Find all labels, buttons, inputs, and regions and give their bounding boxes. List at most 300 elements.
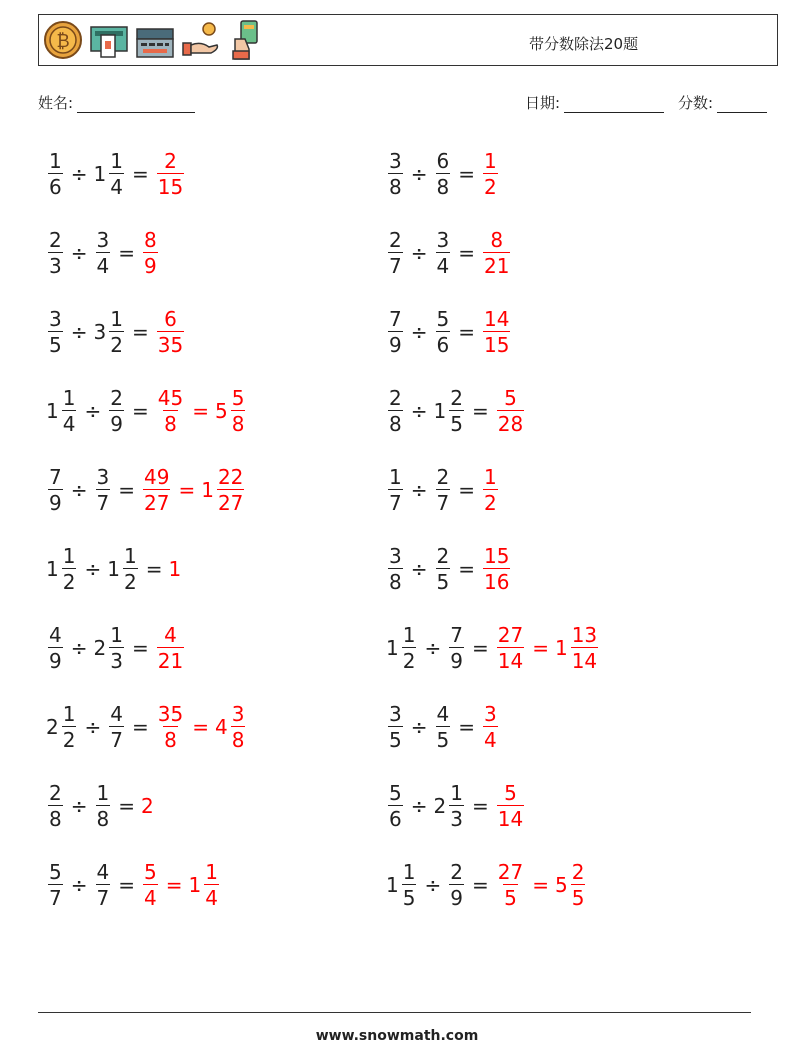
answer — [495, 625, 526, 671]
dividend — [46, 546, 78, 592]
dividend — [46, 151, 65, 197]
divisor — [434, 546, 453, 592]
divisor-numerator: 3 — [96, 228, 110, 252]
problem-item — [46, 381, 247, 441]
divisor-whole: 2 — [93, 636, 107, 660]
dividend-denominator: 6 — [389, 807, 402, 831]
divisor-fraction — [109, 704, 124, 750]
dividend-fraction — [388, 309, 403, 355]
divide-sign: ÷ — [70, 873, 88, 897]
divide-sign: ÷ — [410, 320, 428, 344]
equals-sign: = — [471, 794, 489, 818]
divisor-denominator: 3 — [450, 807, 463, 831]
answer — [168, 557, 182, 581]
divisor-denominator: 7 — [110, 728, 123, 752]
answer-mixed-whole: 1 — [188, 873, 202, 897]
dividend-denominator: 9 — [49, 649, 62, 673]
date-field — [525, 92, 664, 113]
answer-mixed-fraction — [204, 862, 219, 908]
divisor — [107, 546, 139, 592]
answer — [495, 862, 526, 908]
dividend-numerator: 1 — [402, 623, 416, 647]
answer-denominator: 15 — [484, 333, 510, 357]
answer-fraction — [497, 625, 524, 671]
name-field — [38, 92, 195, 113]
answer — [481, 546, 512, 592]
atm-cash-icon — [89, 19, 129, 61]
problem-item — [46, 223, 160, 283]
dividend-denominator: 9 — [49, 491, 62, 515]
problem-item — [386, 460, 500, 520]
answer-mixed — [555, 862, 587, 908]
date-label: 日期: — [525, 94, 561, 112]
problem-item — [46, 618, 186, 678]
dividend-denominator: 5 — [389, 728, 402, 752]
dividend-whole: 1 — [386, 873, 399, 897]
answer-mixed-numerator: 2 — [571, 860, 585, 884]
header-box — [38, 14, 778, 66]
dividend — [46, 467, 65, 513]
answer-mixed-whole: 1 — [201, 478, 214, 502]
dividend-denominator: 4 — [62, 412, 76, 436]
answer-denominator: 28 — [497, 412, 524, 436]
answer-mixed — [215, 704, 247, 750]
equals-sign: = — [458, 162, 475, 186]
divisor-denominator: 4 — [96, 254, 110, 278]
equals-sign: = — [458, 241, 475, 265]
divisor-numerator: 2 — [110, 386, 123, 410]
answer-numerator: 45 — [157, 386, 184, 410]
divide-sign: ÷ — [84, 557, 102, 581]
answer — [141, 230, 160, 276]
answer — [155, 309, 186, 355]
equals-sign: = — [118, 241, 135, 265]
dividend-denominator: 5 — [402, 886, 416, 910]
divisor-denominator: 7 — [96, 886, 110, 910]
answer-denominator: 2 — [484, 175, 497, 199]
divide-sign: ÷ — [410, 715, 428, 739]
answer-numerator: 5 — [504, 386, 517, 410]
divisor-fraction — [123, 546, 138, 592]
answer-numerator: 5 — [504, 781, 517, 805]
answer-fraction — [483, 230, 510, 276]
answer-numerator: 6 — [164, 307, 177, 331]
dividend-fraction — [48, 151, 63, 197]
dividend-numerator: 2 — [389, 386, 402, 410]
answer-mixed-numerator: 1 — [205, 860, 218, 884]
divisor-denominator: 9 — [450, 886, 463, 910]
divide-sign: ÷ — [410, 241, 428, 265]
problem-item — [46, 697, 247, 757]
divide-sign: ÷ — [70, 478, 88, 502]
problem-item — [46, 302, 186, 362]
answer-denominator: 35 — [157, 333, 184, 357]
divisor-numerator: 1 — [110, 149, 123, 173]
score-blank[interactable] — [717, 98, 767, 113]
hand-card-icon — [227, 19, 267, 61]
divisor-fraction — [436, 704, 451, 750]
divisor-whole: 1 — [433, 399, 447, 423]
dividend-numerator: 1 — [389, 465, 402, 489]
equals-sign: = — [145, 557, 163, 581]
equals-sign: = — [458, 320, 475, 344]
answer-fraction — [157, 625, 184, 671]
answer — [141, 794, 155, 818]
dividend-fraction — [388, 783, 403, 829]
divisor-whole: 1 — [93, 162, 107, 186]
equals-sign: = — [471, 873, 489, 897]
answer-fraction — [497, 388, 524, 434]
dividend — [46, 783, 65, 829]
divisor-denominator: 5 — [436, 570, 450, 594]
problem-item — [386, 302, 512, 362]
divisor — [447, 625, 466, 671]
divisor-fraction — [109, 309, 124, 355]
dividend-numerator: 3 — [389, 544, 402, 568]
answer — [141, 467, 172, 513]
divisor-numerator: 2 — [450, 386, 463, 410]
divisor — [107, 704, 126, 750]
problem-item — [386, 776, 526, 836]
divisor-fraction — [449, 625, 464, 671]
dividend-denominator: 7 — [389, 254, 402, 278]
divide-sign: ÷ — [424, 873, 442, 897]
dividend-numerator: 1 — [49, 149, 62, 173]
dividend — [386, 546, 405, 592]
answer-mixed-whole: 4 — [214, 715, 228, 739]
svg-text:₿: ₿ — [56, 31, 70, 52]
equals-sign: = — [192, 399, 209, 423]
answer-numerator: 49 — [144, 465, 170, 489]
header-icons — [43, 19, 267, 61]
divisor — [434, 704, 453, 750]
divisor-denominator: 5 — [436, 728, 450, 752]
dividend-fraction — [388, 230, 403, 276]
answer-numerator: 27 — [497, 623, 524, 647]
equals-sign: = — [192, 715, 209, 739]
divisor-whole: 2 — [433, 794, 447, 818]
equals-sign: = — [165, 873, 183, 897]
answer-mixed-numerator: 5 — [231, 386, 245, 410]
answer-mixed-denominator: 5 — [571, 886, 585, 910]
divide-sign: ÷ — [410, 794, 428, 818]
dividend-denominator: 2 — [62, 570, 76, 594]
dividend-denominator: 2 — [402, 649, 416, 673]
answer-denominator: 4 — [144, 886, 157, 910]
dividend-fraction — [48, 862, 63, 908]
divisor-denominator: 4 — [110, 175, 123, 199]
problem-item — [386, 618, 600, 678]
cash-register-icon — [135, 19, 175, 61]
answer — [155, 704, 186, 750]
dividend-fraction — [48, 783, 63, 829]
divisor-numerator: 2 — [436, 544, 450, 568]
divisor-denominator: 7 — [436, 491, 450, 515]
answer-mixed-numerator: 13 — [571, 623, 598, 647]
answer-denominator: 21 — [484, 254, 510, 278]
answer-denominator: 4 — [484, 728, 497, 752]
divisor-denominator: 5 — [450, 412, 463, 436]
answer — [141, 862, 160, 908]
dividend-denominator: 2 — [62, 728, 76, 752]
answer-numerator: 1 — [484, 465, 497, 489]
dividend-fraction — [62, 388, 77, 434]
dividend — [386, 151, 405, 197]
dividend-numerator: 7 — [49, 465, 62, 489]
score-field — [678, 92, 767, 113]
divisor-numerator: 3 — [96, 465, 110, 489]
divisor-fraction — [436, 151, 451, 197]
divisor-numerator: 4 — [96, 860, 110, 884]
dividend-fraction — [48, 230, 63, 276]
dividend-numerator: 5 — [389, 781, 402, 805]
divisor — [434, 783, 466, 829]
divide-sign: ÷ — [410, 399, 428, 423]
problem-item — [46, 776, 155, 836]
answer — [155, 151, 186, 197]
dividend — [386, 230, 405, 276]
dividend — [386, 388, 405, 434]
answer-numerator: 8 — [490, 228, 504, 252]
problem-item — [46, 144, 186, 204]
name-blank[interactable] — [77, 98, 195, 113]
dividend — [386, 467, 405, 513]
date-blank[interactable] — [564, 98, 664, 113]
answer — [155, 625, 186, 671]
equals-sign: = — [471, 636, 489, 660]
answer-denominator: 2 — [484, 491, 497, 515]
answer-fraction — [483, 309, 510, 355]
dividend-numerator: 1 — [62, 702, 76, 726]
answer-mixed-whole: 1 — [554, 636, 568, 660]
divisor-denominator: 9 — [450, 649, 463, 673]
divisor-numerator: 7 — [450, 623, 463, 647]
answer-fraction — [157, 388, 184, 434]
divisor — [94, 783, 113, 829]
divide-sign: ÷ — [84, 715, 102, 739]
answer-mixed-numerator: 3 — [231, 702, 245, 726]
score-label: 分数: — [678, 94, 714, 112]
dividend-denominator: 7 — [389, 491, 402, 515]
dividend-numerator: 1 — [402, 860, 416, 884]
divisor — [434, 151, 453, 197]
dividend-numerator: 2 — [49, 228, 62, 252]
answer-denominator: 8 — [164, 728, 177, 752]
answer-mixed — [201, 467, 246, 513]
divisor — [107, 388, 126, 434]
problem-item — [386, 855, 587, 915]
answer-fraction — [483, 704, 498, 750]
divisor-numerator: 5 — [436, 307, 450, 331]
dividend-numerator: 3 — [389, 149, 402, 173]
dividend-numerator: 5 — [49, 860, 62, 884]
divisor — [94, 862, 113, 908]
divisor-fraction — [436, 467, 451, 513]
dividend — [46, 309, 65, 355]
dividend — [46, 388, 78, 434]
dividend-fraction — [402, 625, 417, 671]
divisor-denominator: 8 — [436, 175, 450, 199]
answer — [495, 783, 526, 829]
answer-mixed-fraction — [571, 625, 598, 671]
divisor-denominator: 3 — [110, 649, 123, 673]
divisor-numerator: 3 — [436, 228, 450, 252]
divisor-fraction — [449, 862, 464, 908]
worksheet-title: 带分数除法20题 — [529, 35, 639, 53]
divisor-numerator: 1 — [123, 544, 137, 568]
dividend-numerator: 7 — [389, 307, 402, 331]
answer — [155, 388, 186, 434]
equals-sign: = — [532, 636, 549, 660]
equals-sign: = — [118, 873, 135, 897]
divide-sign: ÷ — [410, 557, 428, 581]
answer-denominator: 27 — [144, 491, 170, 515]
dividend-denominator: 3 — [49, 254, 62, 278]
answer-mixed-denominator: 8 — [231, 412, 245, 436]
answer-mixed-denominator: 14 — [571, 649, 598, 673]
dividend-denominator: 6 — [49, 175, 62, 199]
divisor-fraction — [449, 388, 464, 434]
footer-divider — [38, 1012, 751, 1013]
dividend-whole: 1 — [46, 557, 59, 581]
divisor-fraction — [436, 546, 451, 592]
problem-item — [386, 144, 500, 204]
divisor-denominator: 2 — [123, 570, 137, 594]
answer-fraction — [157, 151, 184, 197]
divisor — [94, 309, 126, 355]
divisor-fraction — [109, 388, 124, 434]
dividend-denominator: 5 — [49, 333, 62, 357]
divisor-numerator: 6 — [436, 149, 450, 173]
equals-sign: = — [131, 715, 149, 739]
answer-whole: 2 — [141, 794, 154, 818]
divide-sign: ÷ — [70, 320, 88, 344]
dividend-fraction — [48, 467, 63, 513]
divisor-fraction — [96, 783, 111, 829]
answer — [481, 704, 500, 750]
problem-item — [46, 539, 182, 599]
divisor-numerator: 4 — [436, 702, 450, 726]
equals-sign: = — [471, 399, 489, 423]
dividend — [386, 783, 405, 829]
answer — [481, 151, 500, 197]
answer-numerator: 5 — [144, 860, 157, 884]
answer-numerator: 4 — [164, 623, 177, 647]
dividend-fraction — [388, 467, 403, 513]
answer-denominator: 14 — [497, 649, 524, 673]
dividend-denominator: 9 — [389, 333, 402, 357]
answer-numerator: 3 — [484, 702, 497, 726]
dividend — [46, 862, 65, 908]
answer — [481, 467, 500, 513]
bitcoin-coin-icon — [43, 19, 83, 61]
divisor-whole: 1 — [107, 557, 120, 581]
answer-mixed-denominator: 27 — [217, 491, 244, 515]
divisor — [434, 467, 453, 513]
divide-sign: ÷ — [84, 399, 102, 423]
dividend-fraction — [48, 625, 63, 671]
answer-denominator: 15 — [157, 175, 184, 199]
divisor-denominator: 9 — [110, 412, 123, 436]
equals-sign: = — [131, 399, 149, 423]
dividend-whole: 2 — [46, 715, 59, 739]
answer-fraction — [157, 704, 184, 750]
divisor-fraction — [109, 151, 124, 197]
dividend-fraction — [388, 704, 403, 750]
dividend-fraction — [48, 309, 63, 355]
divide-sign: ÷ — [70, 162, 88, 186]
dividend-denominator: 8 — [389, 570, 402, 594]
equals-sign: = — [131, 320, 149, 344]
dividend — [386, 704, 405, 750]
dividend-numerator: 2 — [49, 781, 62, 805]
dividend-denominator: 8 — [389, 175, 402, 199]
dividend — [386, 625, 418, 671]
dividend — [46, 704, 78, 750]
answer-mixed — [215, 388, 247, 434]
answer-fraction — [497, 783, 524, 829]
answer-mixed-whole: 5 — [214, 399, 228, 423]
divisor-denominator: 4 — [436, 254, 450, 278]
answer-fraction — [143, 467, 170, 513]
hand-coin-icon — [181, 19, 221, 61]
divisor-numerator: 2 — [450, 860, 463, 884]
dividend-numerator: 1 — [62, 386, 76, 410]
problem-item — [46, 855, 221, 915]
dividend — [386, 309, 405, 355]
footer-url: www.snowmath.com — [315, 1028, 479, 1044]
dividend-fraction — [388, 546, 403, 592]
answer-denominator: 8 — [164, 412, 177, 436]
divisor-numerator: 2 — [436, 465, 450, 489]
problem-item — [386, 223, 512, 283]
answer-fraction — [483, 151, 498, 197]
divide-sign: ÷ — [70, 636, 88, 660]
answer-mixed-numerator: 22 — [217, 465, 244, 489]
divisor-fraction — [436, 230, 451, 276]
equals-sign: = — [532, 873, 549, 897]
equals-sign: = — [131, 162, 149, 186]
divisor-numerator: 1 — [450, 781, 463, 805]
dividend-denominator: 7 — [49, 886, 62, 910]
dividend — [46, 625, 65, 671]
divide-sign: ÷ — [424, 636, 442, 660]
problem-item — [46, 460, 246, 520]
answer-fraction — [497, 862, 524, 908]
answer-numerator: 14 — [484, 307, 510, 331]
answer-numerator: 15 — [484, 544, 510, 568]
dividend-fraction — [402, 862, 417, 908]
answer — [481, 309, 512, 355]
answer-denominator: 16 — [484, 570, 510, 594]
divisor — [94, 230, 113, 276]
answer-denominator: 21 — [157, 649, 184, 673]
dividend-numerator: 2 — [389, 228, 402, 252]
divisor-denominator: 8 — [96, 807, 110, 831]
dividend-whole: 1 — [386, 636, 399, 660]
divisor — [434, 230, 453, 276]
name-label: 姓名: — [38, 94, 74, 112]
divisor — [94, 151, 126, 197]
divisor — [94, 467, 113, 513]
answer — [495, 388, 526, 434]
divisor-fraction — [436, 309, 451, 355]
answer-fraction — [483, 467, 498, 513]
equals-sign: = — [178, 478, 196, 502]
divisor-denominator: 6 — [436, 333, 450, 357]
answer — [481, 230, 512, 276]
equals-sign: = — [458, 478, 475, 502]
